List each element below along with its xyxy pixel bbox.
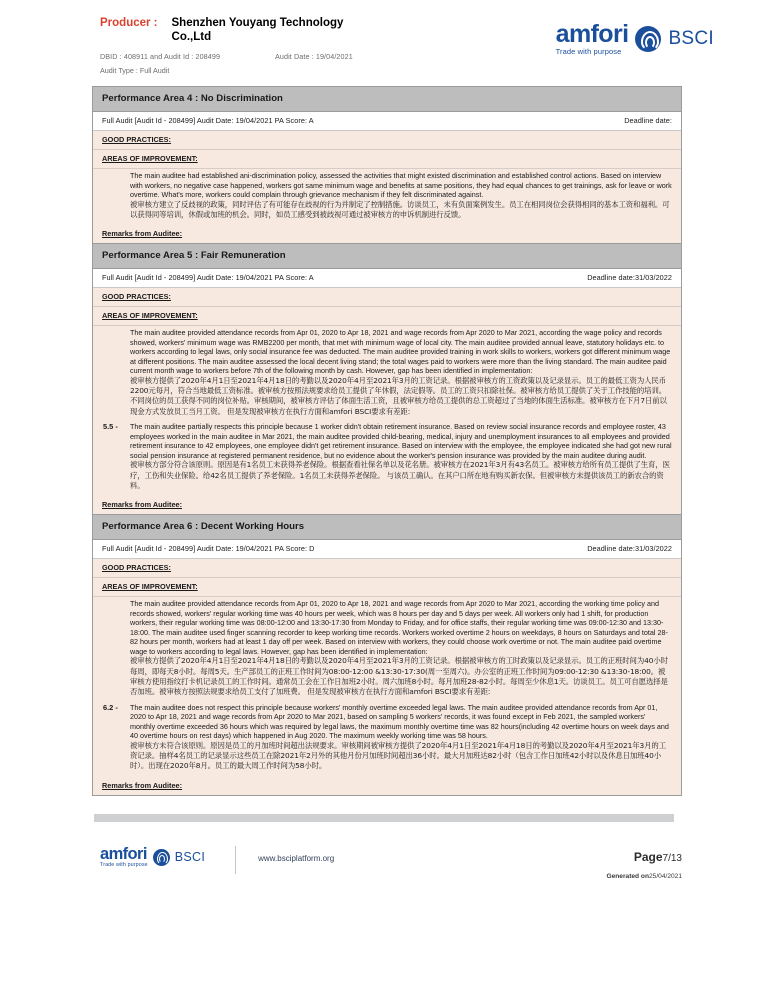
finding-text-cn: 被审核方部分符合该原则。原因是有1名员工未获得养老保险。根据查看社保名单以及花名册。被审核方在2021年3月有43名员工。被审核方给所有员工提供了生育，医疗，工伤和失业保险。给42名员工提供了养老保险。1名员工未获得养老保险。 与该员工确认。在其户口所在地有购买新农保。但被审核方未提供该员工的新农合的资料。: [130, 460, 670, 490]
areas-of-improvement-body: [93, 326, 681, 496]
performance-area-audit-row: [93, 269, 681, 288]
good-practices-header: [93, 559, 681, 578]
remarks-from-auditee: [93, 777, 681, 795]
page-value: 7/13: [662, 852, 682, 864]
amfori-tagline: Trade with purpose: [555, 47, 622, 56]
bsci-word: BSCI: [668, 27, 714, 49]
footer-bsci-word: BSCI: [174, 850, 206, 865]
areas-of-improvement-header: [93, 150, 681, 169]
producer-name: Shenzhen Youyang Technology Co.,Ltd: [171, 17, 344, 44]
deadline-date: Deadline date:: [624, 116, 672, 125]
deadline-date: Deadline date:31/03/2022: [587, 544, 672, 554]
header-logo-block: [556, 16, 728, 56]
areas-of-improvement-header: [93, 578, 681, 597]
header-audit-type: Audit Type : Full Audit: [100, 65, 170, 75]
page-separator-bar: [94, 814, 674, 822]
footer-amfori-word: amfori: [100, 844, 147, 863]
performance-area-block: [93, 243, 681, 514]
areas-of-improvement-body: [93, 597, 681, 777]
document-header: [0, 0, 768, 82]
improvement-text-en: The main auditee provided attendance records from Apr 01, 2020 to Apr 18, 2021 and wage records from Apr 2020 to Mar 2021, according the wage policy and records showed, workers' minimum wage was RMB2200 per month, that met with minimum wage of local city. The main auditee provided annual leave, statutory holidays etc. to workers according to legal laws, only social insurance fee was deducted. The main auditee provided training in work skills to workers, workers got different minimum wage at different positions. The main auditee assessed the local decent living stand; the total wages paid to workers were more than the living standard. The main auditee paid current month wage to workers before 7th of the following month by cash. However, gap has been identified in implementation:: [130, 328, 671, 376]
performance-area-title: Performance Area 5 : Fair Remuneration: [93, 244, 681, 269]
generated-label: Generated on: [606, 872, 649, 880]
good-practices-header: [93, 131, 681, 150]
areas-of-improvement-label: AREAS OF IMPROVEMENT:: [102, 154, 198, 163]
amfori-bsci-logo: [556, 22, 714, 56]
footer-amfori-wordmark: [100, 846, 148, 869]
areas-of-improvement-label: AREAS OF IMPROVEMENT:: [102, 582, 198, 592]
footer-page-info: [606, 844, 682, 880]
finding-row: [102, 422, 672, 491]
finding-body: [130, 703, 672, 772]
performance-areas-table: [92, 86, 682, 796]
finding-text-cn: 被审核方未符合该原则。原因是员工的月加班时间超出法规要求。审核期间被审核方提供了2020年4月1日至2021年4月18日的考勤以及2020年4月至2021年3月的工资记录。抽样4名员工的记录显示这些员工在除2021年2月外的其他月份月加班时间超出36小时。最大月加班达82小时（包含工作日加班42小时以及休息日加班40小时）。出现在2020年8月。员工的最大周工作时间为58小时。: [130, 740, 667, 771]
header-audit-date: Audit Date : 19/04/2021: [275, 51, 353, 61]
remarks-from-auditee: [93, 225, 681, 243]
good-practices-header: [93, 288, 681, 307]
performance-area-audit-row: [93, 540, 681, 559]
areas-of-improvement-header: [93, 307, 681, 326]
header-meta-row: [100, 52, 556, 61]
remarks-from-auditee: [93, 496, 681, 514]
performance-area-block: [93, 514, 681, 795]
audit-summary: Full Audit [Audit Id - 208499] Audit Date: 19/04/2021 PA Score: A: [102, 273, 314, 283]
deadline-date: Deadline date:31/03/2022: [587, 273, 672, 283]
dbid-audit-id: DBID : 408911 and Audit Id : 208499: [100, 51, 221, 61]
generated-on: [606, 873, 682, 880]
footer-url[interactable]: www.bsciplatform.org: [258, 853, 335, 863]
good-practices-label: GOOD PRACTICES:: [102, 135, 171, 144]
areas-of-improvement-label: AREAS OF IMPROVEMENT:: [102, 311, 198, 321]
good-practices-label: GOOD PRACTICES:: [102, 292, 171, 302]
remarks-label: Remarks from Auditee:: [102, 780, 183, 790]
amfori-word: amfori: [555, 20, 629, 48]
improvement-text-en: The main auditee provided attendance records from Apr 01, 2020 to Apr 18, 2021 and wage records from Apr 2020 to Mar 2021, according the working time policy and records showed, workers' regular working time was 40 hours per week, which was 8 hours per day and 5 days per week. All workers only had 1 shift, for production workers, their regular working time was 08:00-12:00 and 13:30-17:30 from Monday to Friday, and for office staffs, their regular working time was 09:00-12:30 and 13:30-18:00. The main auditee used finger scanning recorder to keep working time records. Workers worked overtime 2 hours on weekdays, 8 hours on Saturdays and total 28-82 hours per month, workers had at least 1 day off per week. Based on interview with workers, they could choose work overtime or not. The main auditee paid overtime wage to workers according to legal laws. However, gap has been identified in implementation:: [130, 599, 668, 656]
finding-body: [130, 422, 672, 491]
amfori-wordmark: [556, 22, 629, 56]
producer-label: Producer :: [100, 17, 158, 29]
producer-line: [100, 16, 556, 45]
finding-number: 6.2 -: [103, 702, 118, 712]
finding-text-en: The main auditee partially respects this principle because 1 worker didn't obtain retirement insurance. Based on review social insurance records and employee roster, 43 employees worked in the main auditee in Mar 2021, the main auditee provided child-bearing, medical, injury and unemployment insurances to all employees and provided retirement insurance to 42 employees, one employee didn't get retirement insurance. Based on interview with the employee, the employee indicated she had got new rural social pension insurance at registered permanent residence, but no evidence about the worker's pension insurance was provided by the main auditee during audit.: [130, 422, 672, 460]
footer-amfori-tagline: Trade with purpose: [100, 862, 148, 869]
generated-value: 25/04/2021: [648, 872, 682, 880]
footer-amfori-spiral-icon: [153, 849, 170, 866]
remarks-label: Remarks from Auditee:: [102, 500, 183, 510]
performance-area-block: [93, 86, 681, 243]
document-footer: [100, 844, 682, 880]
remarks-label: Remarks from Auditee:: [102, 229, 183, 239]
areas-of-improvement-body: [93, 169, 681, 225]
page-label: Page: [633, 849, 663, 864]
performance-area-audit-row: [93, 112, 681, 131]
performance-area-title: Performance Area 4 : No Discrimination: [93, 87, 681, 112]
finding-number: 5.5 -: [103, 422, 118, 432]
page-number: [606, 850, 682, 864]
improvement-text-cn: 被审核方提供了2020年4月1日至2021年4月18日的考勤以及2020年4月至2021年3月的工资记录。根据被审核方的工时政策以及记录显示。员工的正班时间为40小时每周，即每天8小时。每周5天。生产部员工的正班工作时间为08:00-12:00 &13:30-17:30(周一至周六)。办公室的正班工作时间为09:00-12:30 &13:30-18:00。被审核方使用指纹打卡机记录员工的工作时间。通常员工会在工作日加班2小时。周六加班8小时。每月加班28-82小时。每周至少休息1天。访谈员工。员工可自愿选择是否加班。被审核方按照法规要求给员工支付了加班费。 但是发现被审核方在执行方面和amfori BSCI要求有差距:: [130, 656, 668, 697]
improvement-text-en: The main auditee had established ani-discrimination policy, assessed the activities that might existed discrimination and established control actions. Based on interview with workers, no negative case happened, workers got same minimum wage and benefits at same positions, they had equal chances to get trainings, ask for leave or work overtime. What's more, workers could complain through grievance mechanism if they felt discriminated against.: [130, 171, 672, 199]
finding-row: [102, 703, 672, 772]
improvement-text-cn: 被审核方提供了2020年4月1日至2021年4月18日的考勤以及2020年4月至2021年3月的工资记录。根据被审核方的工资政策以及记录显示。员工的最低工资为人民币2200元每月，符合当地最低工资标准。被审核方按照法规要求给员工提供了年休假，法定假等。员工的工资只扣除社保。被审核方给员工提供了关于工作技能的培训。不同岗位的员工获得不同的岗位补贴。审核期间，被审核方评估了体面生活工资，且被审核方给员工提供的总工资超过了当地的体面生活标准。被审核方在下月7日前以现金方式发放员工当月工资。 但是发现被审核方在执行方面和amfori BSCI要求有差距:: [130, 375, 667, 416]
header-producer-block: [100, 16, 556, 75]
improvement-text-cn: 被审核方建立了反歧视的政策，同时评估了有可能存在歧视的行为并制定了控制措施。访谈员工，未有负面案例发生。员工在相同岗位会获得相同的基本工资和福利。可以获得同等培训，休假或加班的机会。同时，如员工感受到被歧视可通过被审核方的申诉机制进行反馈。: [130, 199, 670, 219]
audit-summary: Full Audit [Audit Id - 208499] Audit Date: 19/04/2021 PA Score: A: [102, 116, 314, 125]
footer-amfori-bsci-logo: [100, 844, 205, 869]
performance-area-title: Performance Area 6 : Decent Working Hours: [93, 515, 681, 540]
finding-text-en: The main auditee does not respect this principle because workers' monthly overtime exceeded legal laws. The main auditee provided attendance records from Apr 01, 2020 to Apr 18, 2021 and wage records from Apr 2020 to Mar 2021, based on sampling 5 workers' records, it was found except in Feb 2021, the sampled workers' monthly overtime exceeded 36 hours which was required by legal laws, the maximum monthly overtime time was 82 hours(including 42 overtime hours on week days and 40 overtime hours on rest days) which happened in Aug 2020. The maximum weekly working time was 58 hours.: [130, 702, 669, 741]
amfori-spiral-icon: [635, 26, 661, 52]
good-practices-label: GOOD PRACTICES:: [102, 563, 171, 573]
audit-summary: Full Audit [Audit Id - 208499] Audit Date: 19/04/2021 PA Score: D: [102, 544, 315, 554]
